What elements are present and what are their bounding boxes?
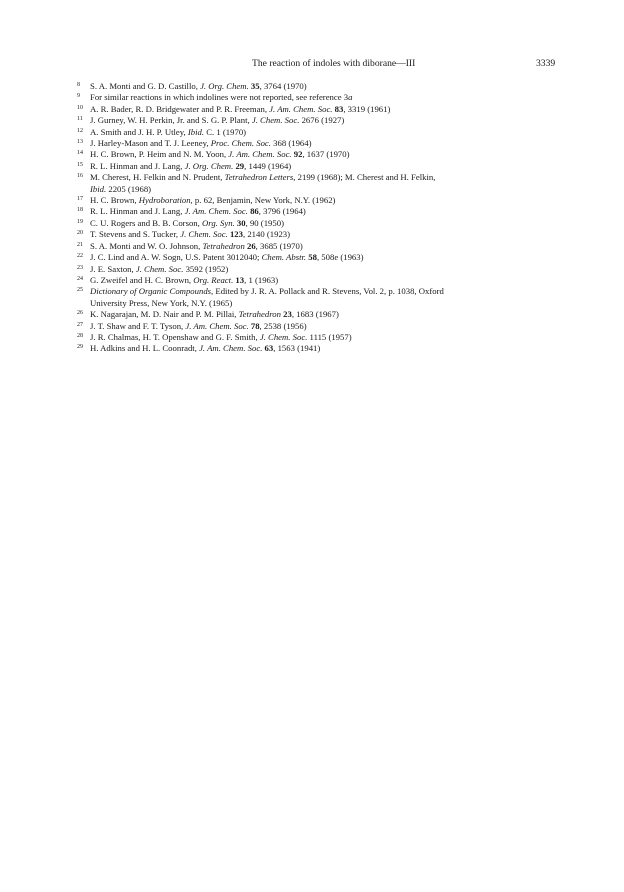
italic-text: Org. Syn. <box>201 217 235 228</box>
volume-number: 63 <box>264 343 274 354</box>
reference-text <box>90 115 557 126</box>
reference-item <box>77 218 557 229</box>
reference-item <box>77 92 557 103</box>
reference-item <box>77 264 557 275</box>
reference-number: 17 <box>77 196 83 203</box>
text-segment: 2199 (1968); M. Cherest and H. Felkin, <box>295 172 436 183</box>
reference-text <box>90 241 557 252</box>
text-segment: R. L. Hinman and J. Lang, <box>90 206 185 217</box>
page-header <box>0 58 624 72</box>
reference-item <box>77 286 557 309</box>
volume-number: 35 <box>250 81 260 91</box>
text-segment: 368 (1964) <box>270 138 312 149</box>
italic-text: J. Chem. Soc. <box>180 229 228 240</box>
reference-text-continued <box>90 184 557 195</box>
volume-number: 78 <box>250 320 260 331</box>
volume-number: 26 <box>246 240 256 251</box>
reference-text <box>90 149 557 160</box>
reference-number: 24 <box>77 275 83 282</box>
text-segment: , 3319 (1961) <box>343 103 391 114</box>
reference-number: 16 <box>77 173 83 180</box>
text-segment: T. Stevens and S. Tucker, <box>90 229 181 240</box>
italic-text: Org. React. <box>193 274 234 285</box>
volume-number: 29 <box>235 160 245 171</box>
text-segment: For similar reactions in which indolines were not reported, see reference 3 <box>90 92 349 103</box>
text-segment: M. Cherest, H. Felkin and N. Prudent, <box>90 172 225 183</box>
reference-text <box>90 172 557 183</box>
reference-number: 29 <box>77 344 83 351</box>
reference-text <box>90 195 557 206</box>
reference-number: 20 <box>77 230 83 237</box>
text-segment: C. 1 (1970) <box>204 126 247 137</box>
italic-text: J. Org. Chem. <box>184 160 234 171</box>
reference-list <box>77 81 557 355</box>
reference-text <box>90 127 557 138</box>
reference-item <box>77 172 557 195</box>
italic-text: J. Chem. Soc. <box>259 331 308 342</box>
italic-text: J. Am. Chem. Soc. <box>185 320 249 331</box>
text-segment: , 90 (1950) <box>245 217 284 228</box>
reference-text <box>90 309 557 320</box>
reference-number: 26 <box>77 310 83 317</box>
text-segment: J. T. Shaw and F. T. Tyson, <box>90 320 186 331</box>
reference-text <box>90 229 557 240</box>
text-segment: H. C. Brown, <box>90 195 139 206</box>
volume-number: 30 <box>236 217 246 228</box>
reference-text <box>90 161 557 172</box>
reference-item <box>77 104 557 115</box>
text-segment: C. U. Rogers and B. B. Corson, <box>90 217 202 228</box>
reference-item <box>77 321 557 332</box>
reference-number: 14 <box>77 150 83 157</box>
reference-number: 18 <box>77 207 83 214</box>
reference-item <box>77 309 557 320</box>
reference-item <box>77 115 557 126</box>
reference-item <box>77 241 557 252</box>
reference-text <box>90 252 557 263</box>
reference-text <box>90 92 557 103</box>
text-segment: 2205 (1968) <box>106 183 152 194</box>
text-segment: p. 62, Benjamin, New York, N.Y. (1962) <box>192 195 336 206</box>
text-segment: A. Smith and J. H. P. Utley, <box>90 126 188 137</box>
reference-number: 27 <box>77 321 83 328</box>
reference-item <box>77 149 557 160</box>
reference-item <box>77 229 557 240</box>
text-segment: S. A. Monti and W. O. Johnson, <box>90 240 203 251</box>
italic-text: Proc. Chem. Soc. <box>210 138 271 149</box>
reference-item <box>77 161 557 172</box>
text-segment: A. R. Bader, R. D. Bridgewater and P. R. Freeman, <box>90 103 270 114</box>
text-segment: S. A. Monti and G. D. Castillo, <box>90 81 201 91</box>
italic-text: J. Am. Chem. Soc. <box>228 149 292 160</box>
italic-text: Tetrahedron <box>238 309 281 320</box>
italic-text: Tetrahedron <box>202 240 245 251</box>
volume-number: 86 <box>250 206 259 217</box>
reference-number: 15 <box>77 161 83 168</box>
text-segment: , 3764 (1970) <box>259 81 307 91</box>
text-segment: K. Nagarajan, M. D. Nair and P. M. Pillai, <box>90 309 239 320</box>
text-segment: G. Zweifel and H. C. Brown, <box>90 274 194 285</box>
volume-number: 123 <box>229 229 243 240</box>
reference-number: 22 <box>77 253 83 260</box>
text-segment: , 1637 (1970) <box>302 149 350 160</box>
text-segment: , 508e (1963) <box>316 252 364 263</box>
italic-text: Ibid. <box>90 183 107 194</box>
text-segment: University Press, New York, N.Y. (1965) <box>90 297 233 308</box>
reference-text <box>90 138 557 149</box>
text-segment: , 1683 (1967) <box>291 309 339 320</box>
reference-number: 25 <box>77 287 83 294</box>
text-segment: J. C. Lind and A. W. Sogn, U.S. Patent 3012040; <box>90 252 262 263</box>
reference-text <box>90 206 557 217</box>
italic-text: J. Chem. Soc. <box>251 115 300 126</box>
reference-text <box>90 264 557 275</box>
reference-text <box>90 321 557 332</box>
reference-number: 28 <box>77 332 83 339</box>
reference-number: 11 <box>77 116 83 123</box>
reference-text <box>90 81 557 92</box>
italic-text: Dictionary of Organic Compounds, <box>90 286 214 297</box>
volume-number: 23 <box>283 309 292 320</box>
italic-text: J. Am. Chem. Soc. <box>199 343 263 354</box>
text-segment: , 1449 (1964) <box>244 160 292 171</box>
reference-text <box>90 275 557 286</box>
text-segment: J. Gurney, W. H. Perkin, Jr. and S. G. P. Plant, <box>90 115 252 126</box>
reference-number: 12 <box>77 127 83 134</box>
text-segment: H. Adkins and H. L. Coonradt, <box>90 343 200 354</box>
text-segment: , 2140 (1923) <box>242 229 291 240</box>
text-segment: 1115 (1957) <box>307 331 352 342</box>
page-number: 3339 <box>536 58 556 69</box>
italic-text: a <box>348 92 353 103</box>
reference-item <box>77 275 557 286</box>
text-segment: J. Harley-Mason and T. J. Leeney, <box>90 138 211 149</box>
reference-text <box>90 332 557 343</box>
italic-text: Chem. Abstr. <box>261 252 307 263</box>
reference-text <box>90 343 557 354</box>
volume-number: 13 <box>235 274 245 285</box>
italic-text: J. Org. Chem. <box>200 81 249 91</box>
reference-number: 23 <box>77 264 83 271</box>
reference-item <box>77 332 557 343</box>
reference-number: 10 <box>77 104 83 111</box>
text-segment: Edited by J. R. A. Pollack and R. Stevens, Vol. 2, p. 1038, Oxford <box>213 286 444 297</box>
reference-item <box>77 81 557 92</box>
italic-text: J. Chem. Soc. <box>135 263 184 274</box>
italic-text: Tetrahedron Letters, <box>224 172 296 183</box>
volume-number: 83 <box>334 103 344 114</box>
reference-item <box>77 195 557 206</box>
volume-number: 58 <box>308 252 317 263</box>
reference-number: 8 <box>77 82 80 88</box>
text-segment: 2676 (1927) <box>299 115 345 126</box>
reference-item <box>77 138 557 149</box>
volume-number: 92 <box>293 149 303 160</box>
reference-item <box>77 252 557 263</box>
text-segment: , 1 (1963) <box>244 274 279 285</box>
reference-item <box>77 206 557 217</box>
text-segment: , 3796 (1964) <box>258 206 306 217</box>
italic-text: J. Am. Chem. Soc. <box>269 103 333 114</box>
text-segment: , 1563 (1941) <box>273 343 321 354</box>
text-segment: H. C. Brown, P. Heim and N. M. Yoon, <box>90 149 229 160</box>
text-segment: J. E. Saxton, <box>90 263 136 274</box>
reference-text <box>90 218 557 229</box>
text-segment: J. R. Chalmas, H. T. Openshaw and G. F. Smith, <box>90 331 260 342</box>
reference-number: 13 <box>77 139 83 146</box>
reference-text <box>90 286 557 297</box>
reference-number: 19 <box>77 218 83 225</box>
reference-number: 21 <box>77 241 83 248</box>
italic-text: Hydroboration, <box>138 195 193 206</box>
reference-text-continued <box>90 298 557 309</box>
text-segment: , 2538 (1956) <box>259 320 307 331</box>
reference-number: 9 <box>77 93 80 100</box>
italic-text: J. Am. Chem. Soc. <box>184 206 248 217</box>
running-title: The reaction of indoles with diborane—III <box>252 58 416 69</box>
reference-text <box>90 104 557 115</box>
text-segment: R. L. Hinman and J. Lang, <box>90 160 185 171</box>
reference-item <box>77 127 557 138</box>
italic-text: Ibid. <box>187 126 205 137</box>
text-segment: 3592 (1952) <box>183 263 229 274</box>
reference-item <box>77 343 557 354</box>
text-segment: , 3685 (1970) <box>255 240 303 251</box>
